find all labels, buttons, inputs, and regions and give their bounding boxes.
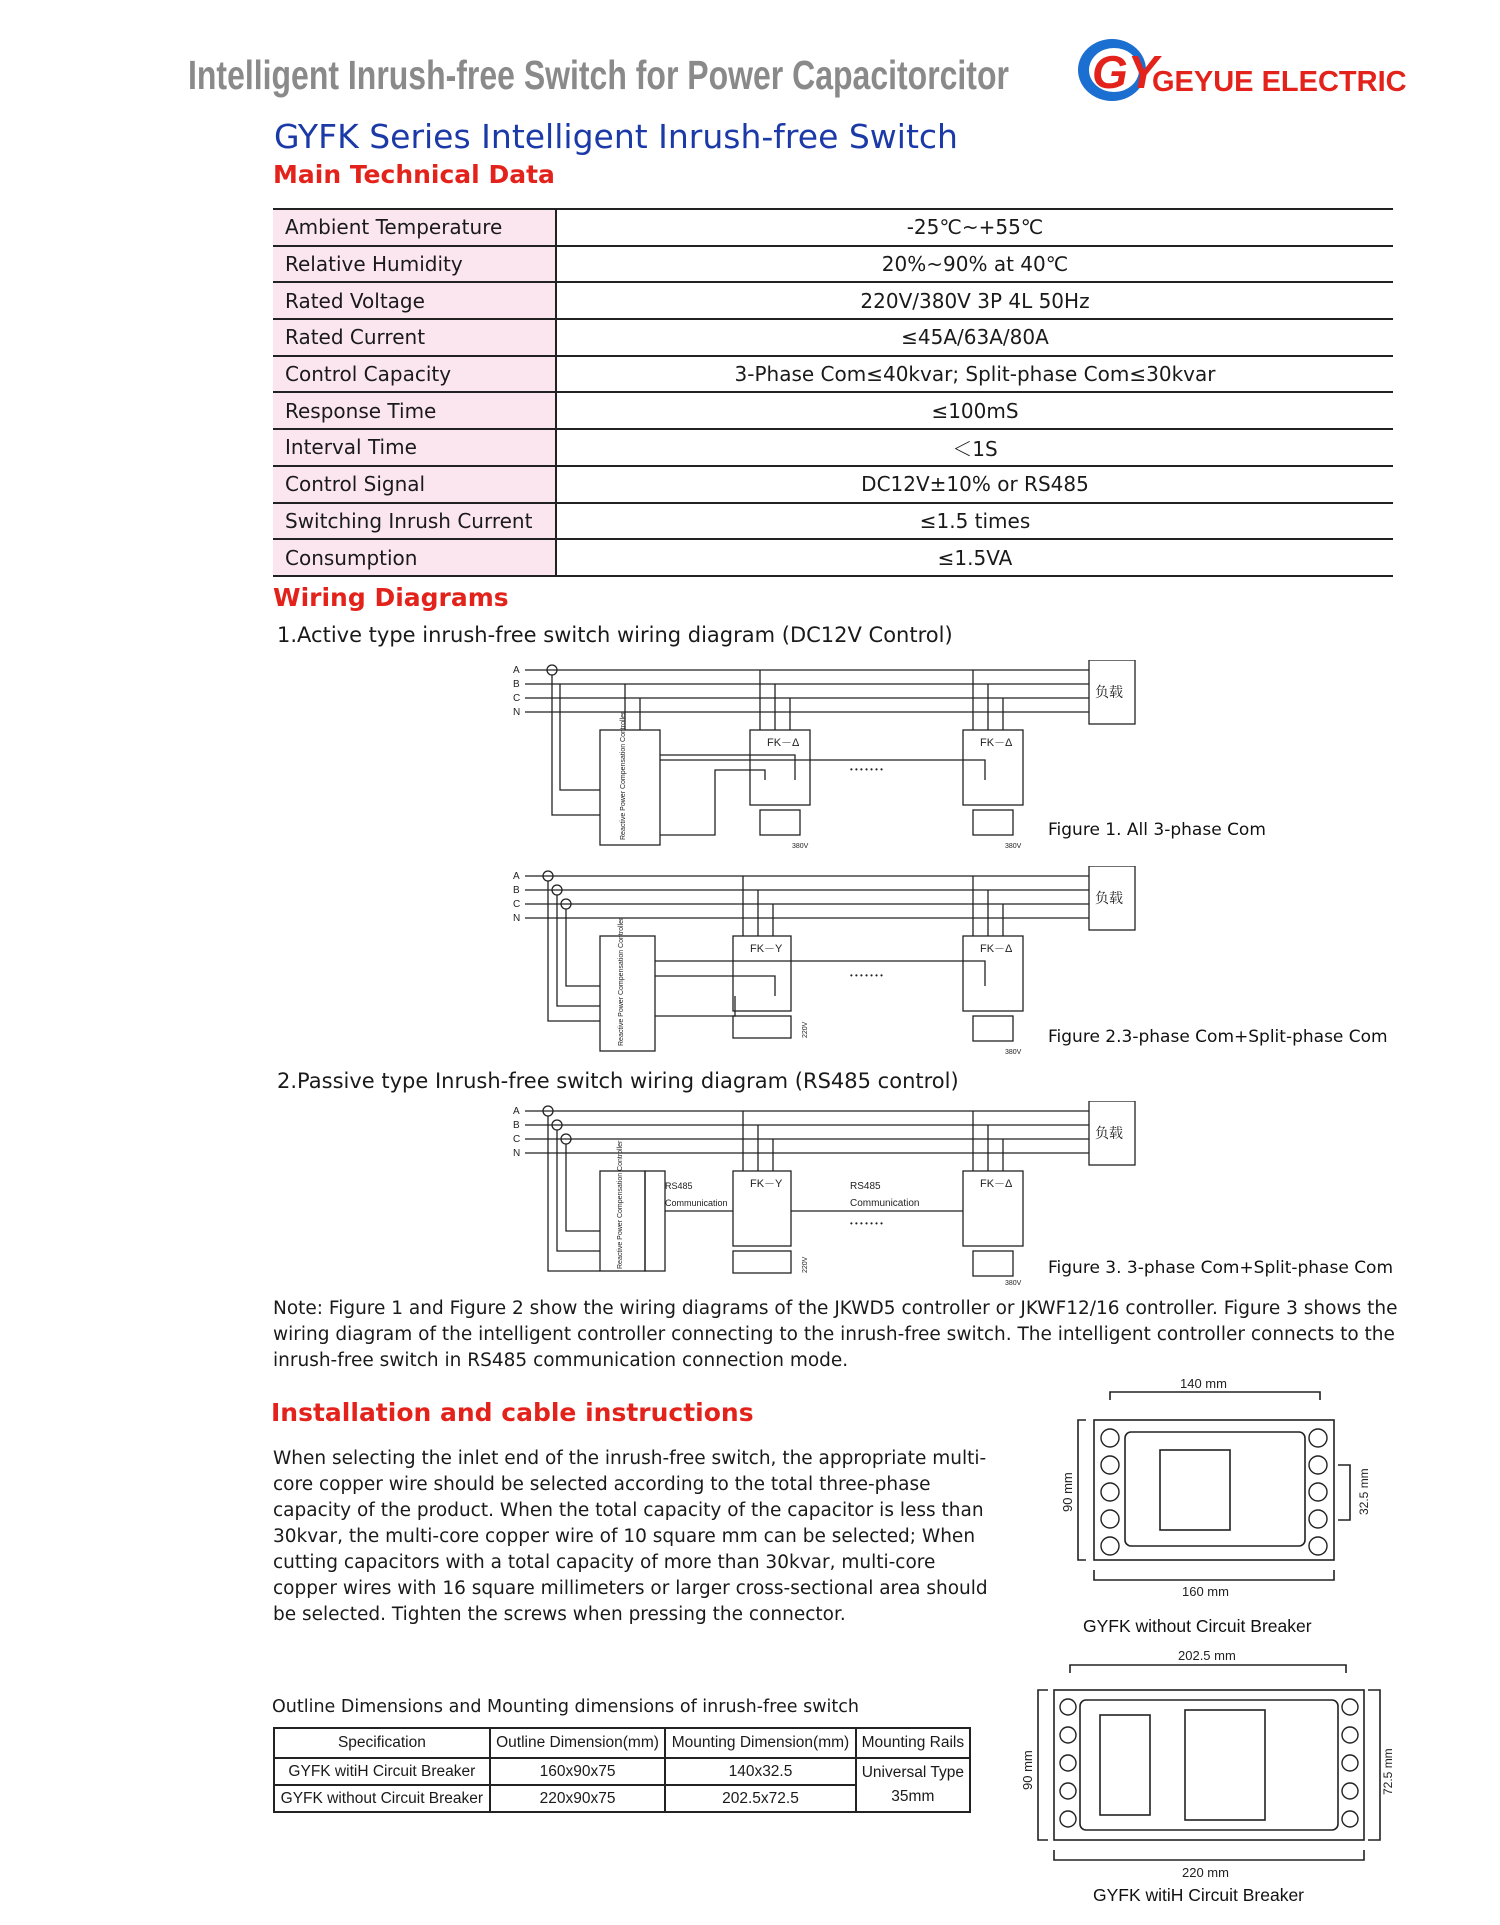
svg-text:380V: 380V (1005, 843, 1022, 850)
svg-text:160 mm: 160 mm (1182, 1584, 1229, 1599)
spec-row (273, 282, 1393, 319)
spec-row (273, 356, 1393, 393)
spec-row (273, 392, 1393, 429)
rail-size: 35mm (891, 1788, 935, 1805)
row2-mounting: 202.5x72.5 (665, 1785, 855, 1812)
dimension-drawing-large (1010, 1645, 1395, 1880)
spec-value: -25℃~+55℃ (556, 209, 1393, 246)
spec-value: ＜1S (556, 429, 1393, 466)
spec-row (273, 466, 1393, 503)
svg-text:Reactive Power Compensation Co: Reactive Power Compensation Controller (618, 917, 625, 1046)
spec-row (273, 503, 1393, 540)
row1-spec: GYFK witiH Circuit Breaker (274, 1758, 490, 1785)
svg-text:Communication: Communication (850, 1198, 920, 1209)
svg-text:N: N (513, 1148, 521, 1159)
svg-text:负载: 负载 (1095, 1125, 1123, 1141)
spec-row (273, 209, 1393, 246)
svg-text:A: A (513, 665, 520, 676)
svg-text:B: B (513, 679, 520, 690)
svg-text:N: N (513, 707, 521, 718)
wiring-note: Note: Figure 1 and Figure 2 show the wiring diagrams of the JKWD5 controller or JKWF12/16 controller. Figure 3 shows the wiring diagram of the intelligent controller connecting to the inrush-free switch. The intelligent controller connects to the inrush-free switch in RS485 communication connection mode. (273, 1298, 1398, 1371)
spec-label: Response Time (273, 392, 556, 429)
svg-text:B: B (513, 1120, 520, 1131)
spec-row (273, 246, 1393, 283)
row1-outline: 160x90x75 (490, 1758, 666, 1785)
svg-text:380V: 380V (1005, 1280, 1022, 1287)
small-drawing-caption: GYFK without Circuit Breaker (1083, 1616, 1312, 1636)
svg-text:Communication: Communication (665, 1198, 728, 1208)
row1-mounting: 140x32.5 (665, 1758, 855, 1785)
spec-row (273, 319, 1393, 356)
spec-label: Rated Voltage (273, 282, 556, 319)
spec-value: 20%~90% at 40℃ (556, 246, 1393, 283)
spec-label: Control Signal (273, 466, 556, 503)
spec-value: ≤1.5VA (556, 539, 1393, 576)
header-specification: Specification (274, 1728, 490, 1758)
phase-labels (513, 665, 520, 718)
dimension-table-title: Outline Dimensions and Mounting dimensions of inrush-free switch (272, 1697, 859, 1717)
installation-heading: Installation and cable instructions (271, 1398, 754, 1427)
series-title: GYFK Series Intelligent Inrush-free Switch (274, 117, 958, 156)
tech-data-heading: Main Technical Data (273, 160, 555, 189)
svg-text:RS485: RS485 (850, 1181, 881, 1192)
svg-text:380V: 380V (792, 843, 809, 850)
svg-text:FK－Δ: FK－Δ (980, 943, 1013, 955)
technical-data-table (273, 208, 1393, 577)
svg-text:220V: 220V (802, 1256, 809, 1273)
spec-label: Ambient Temperature (273, 209, 556, 246)
logo-mark: GY (1092, 46, 1159, 98)
svg-text:C: C (513, 1134, 521, 1145)
rail-cell (856, 1758, 970, 1812)
svg-text:C: C (513, 693, 521, 704)
svg-text:220V: 220V (802, 1021, 809, 1038)
controller-box (600, 730, 660, 845)
figure-2-caption: Figure 2.3-phase Com+Split-phase Com (1048, 1027, 1388, 1047)
svg-text:202.5 mm: 202.5 mm (1178, 1648, 1236, 1663)
spec-value: DC12V±10% or RS485 (556, 466, 1393, 503)
svg-text:220 mm: 220 mm (1182, 1865, 1229, 1880)
svg-text:• • • • • • •: • • • • • • • (850, 765, 883, 774)
dimension-drawing-small (1050, 1370, 1380, 1600)
figure-3-caption: Figure 3. 3-phase Com+Split-phase Com (1048, 1258, 1394, 1278)
svg-text:A: A (513, 871, 520, 882)
spec-label: Rated Current (273, 319, 556, 356)
row2-spec: GYFK without Circuit Breaker (274, 1785, 490, 1812)
svg-text:Reactive Power Compensation Co: Reactive Power Compensation Controller (620, 711, 627, 840)
figure-1-caption: Figure 1. All 3-phase Com (1048, 820, 1266, 840)
svg-text:FK－Δ: FK－Δ (980, 737, 1013, 749)
spec-value: ≤1.5 times (556, 503, 1393, 540)
svg-text:90 mm: 90 mm (1060, 1472, 1075, 1512)
svg-text:90 mm: 90 mm (1020, 1750, 1035, 1790)
spec-value: ≤100mS (556, 392, 1393, 429)
svg-text:FK－Y: FK－Y (750, 1178, 783, 1190)
spec-label: Interval Time (273, 429, 556, 466)
wiring-section-1: 1.Active type inrush-free switch wiring diagram (DC12V Control) (277, 623, 953, 647)
spec-value: 220V/380V 3P 4L 50Hz (556, 282, 1393, 319)
wiring-heading: Wiring Diagrams (273, 583, 509, 612)
svg-text:• • • • • • •: • • • • • • • (850, 971, 883, 980)
spec-value: 3-Phase Com≤40kvar; Split-phase Com≤30kvar (556, 356, 1393, 393)
spec-row (273, 429, 1393, 466)
svg-text:负载: 负载 (1095, 890, 1123, 906)
svg-text:380V: 380V (1005, 1049, 1022, 1056)
svg-text:72.5 mm: 72.5 mm (1381, 1748, 1395, 1795)
small-top-dim: 140 mm (1180, 1376, 1227, 1391)
row2-outline: 220x90x75 (490, 1785, 666, 1812)
svg-text:• • • • • • •: • • • • • • • (850, 1219, 883, 1228)
svg-text:32.5 mm: 32.5 mm (1357, 1468, 1371, 1515)
installation-text: When selecting the inlet end of the inrush-free switch, the appropriate multi-core copper wire should be selected according to the total three-phase capacity of the product. When the total capacity of the capacitor is less than 30kvar, the multi-core copper wire of 10 square mm can be selected; When cutting capacitors with a total capacity of more than 30kvar, multi-core copper wires with 16 square millimeters or larger cross-sectional area should be selected. Tighten the screws when pressing the connector. (273, 1448, 988, 1625)
svg-text:FK－Δ: FK－Δ (980, 1178, 1013, 1190)
dimension-table (273, 1727, 971, 1813)
svg-text:A: A (513, 1106, 520, 1117)
header-mounting: Mounting Dimension(mm) (665, 1728, 855, 1758)
wiring-section-2: 2.Passive type Inrush-free switch wiring diagram (RS485 control) (277, 1069, 959, 1093)
spec-label: Switching Inrush Current (273, 503, 556, 540)
svg-text:RS485: RS485 (665, 1181, 693, 1191)
svg-text:C: C (513, 899, 521, 910)
spec-label: Consumption (273, 539, 556, 576)
document-title: Intelligent Inrush-free Switch for Power Capacitorcitor (188, 52, 1009, 98)
header-outline: Outline Dimension(mm) (490, 1728, 666, 1758)
logo-text: GEYUE ELECTRIC (1152, 66, 1407, 98)
load-label: 负载 (1095, 684, 1123, 700)
spec-label: Relative Humidity (273, 246, 556, 283)
large-drawing-caption: GYFK witiH Circuit Breaker (1093, 1885, 1305, 1905)
spec-value: ≤45A/63A/80A (556, 319, 1393, 356)
svg-text:B: B (513, 885, 520, 896)
spec-label: Control Capacity (273, 356, 556, 393)
header-rails: Mounting Rails (856, 1728, 970, 1758)
spec-row (273, 539, 1393, 576)
svg-text:FK－Y: FK－Y (750, 943, 783, 955)
svg-text:FK－Δ: FK－Δ (767, 737, 800, 749)
svg-text:Reactive Power Compensation Co: Reactive Power Compensation Controller (617, 1140, 624, 1269)
svg-text:N: N (513, 913, 521, 924)
rail-type: Universal Type (861, 1764, 964, 1781)
